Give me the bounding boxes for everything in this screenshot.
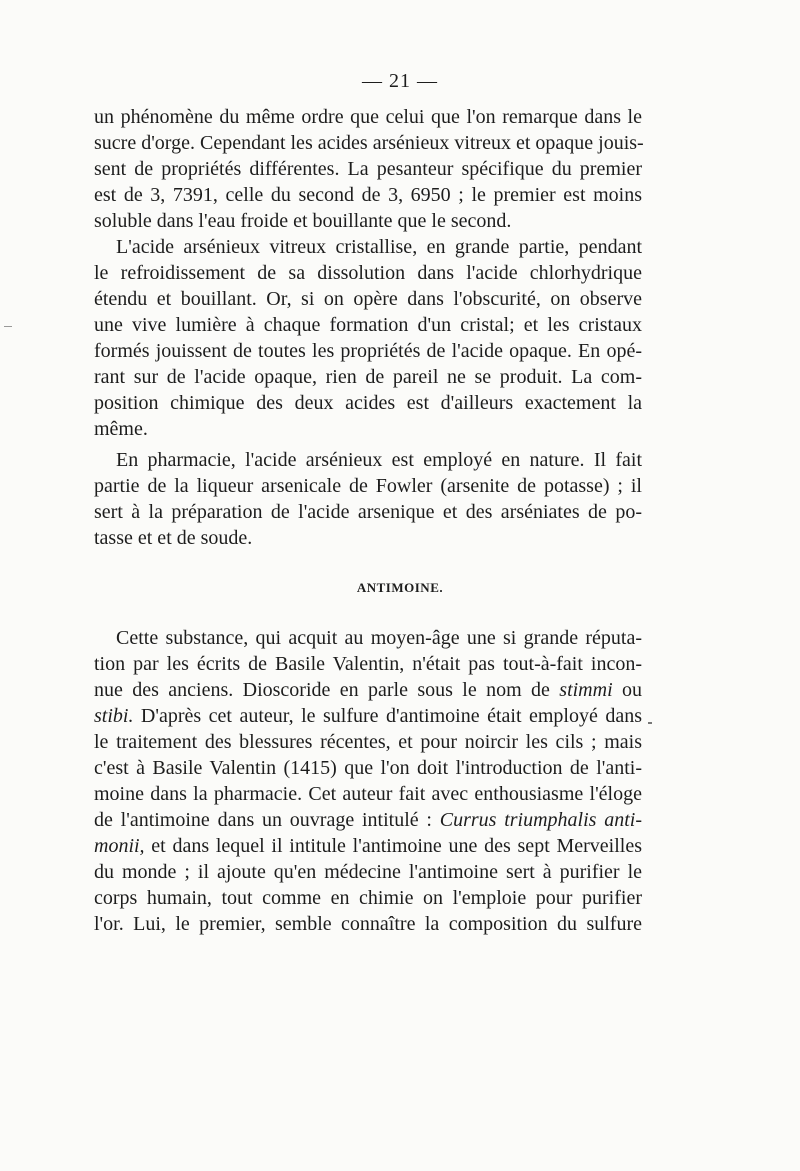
text-line: moine dans la pharmacie. Cet auteur fait avec enthousiasme l'éloge (94, 783, 642, 805)
text-line: étendu et bouillant. Or, si on opère dans l'obscurité, on observe (94, 288, 642, 310)
paragraph-block-2 (94, 447, 642, 551)
text-line (94, 703, 642, 729)
text-line: l'or. Lui, le premier, semble connaître la composition du sulfure (94, 913, 642, 935)
text-line: formés jouissent de toutes les propriétés de l'acide opaque. En opé- (94, 340, 642, 362)
section-heading: ANTIMOINE. (356, 580, 444, 595)
margin-mark (648, 722, 652, 724)
text-fragment: nue des anciens. Dioscoride en parle sous le nom de (94, 679, 560, 701)
margin-mark (4, 326, 12, 327)
text-line: un phénomène du même ordre que celui que l'on remarque dans le (94, 106, 642, 128)
text-line: sent de propriétés différentes. La pesanteur spécifique du premier (94, 158, 642, 180)
text-line: rant sur de l'acide opaque, rien de pareil ne se produit. La com- (94, 366, 642, 388)
text-line: sert à la préparation de l'acide arsenique et des arséniates de po- (94, 501, 642, 523)
italic-title: monii, (94, 835, 145, 857)
text-fragment: et dans lequel il intitule l'antimoine une des sept Merveilles (144, 835, 642, 857)
text-line: partie de la liqueur arsenicale de Fowler (arsenite de potasse) ; il (94, 475, 642, 497)
text-fragment: D'après cet auteur, le sulfure d'antimoine était employé dans (133, 705, 642, 727)
text-fragment: de l'antimoine dans un ouvrage intitulé : (94, 809, 440, 831)
text-line: tasse et et de soude. (94, 527, 253, 549)
text-line (94, 833, 642, 859)
text-line: le refroidissement de sa dissolution dans l'acide chlorhydrique (94, 262, 642, 284)
italic-title: Currus triumphalis anti- (439, 809, 643, 831)
text-line: est de 3, 7391, celle du second de 3, 6950 ; le premier est moins (94, 184, 642, 206)
text-line: le traitement des blessures récentes, et pour noircir les cils ; mais (94, 731, 642, 753)
paragraph-block-1 (94, 104, 642, 442)
text-line: une vive lumière à chaque formation d'un cristal; et les cristaux (94, 314, 642, 336)
italic-term: stimmi (559, 679, 613, 701)
text-line: sucre d'orge. Cependant les acides arsénieux vitreux et opaque jouis- (94, 132, 644, 154)
italic-term: stibi. (94, 705, 134, 727)
text-line (94, 677, 642, 703)
paragraph-block-3 (94, 625, 642, 937)
text-line: L'acide arsénieux vitreux cristallise, en grande partie, pendant (116, 236, 642, 258)
text-fragment: ou (612, 679, 642, 701)
text-line: tion par les écrits de Basile Valentin, n'était pas tout-à-fait incon- (94, 653, 642, 675)
page-number: — 21 — (362, 70, 438, 92)
text-line: corps humain, tout comme en chimie on l'emploie pour purifier (94, 887, 642, 909)
text-line: Cette substance, qui acquit au moyen-âge une si grande réputa- (116, 627, 642, 649)
text-line: position chimique des deux acides est d'ailleurs exactement la (94, 392, 642, 414)
text-line: du monde ; il ajoute qu'en médecine l'antimoine sert à purifier le (94, 861, 642, 883)
text-line: soluble dans l'eau froide et bouillante que le second. (94, 210, 512, 232)
text-line: même. (94, 418, 148, 440)
text-line (94, 807, 642, 833)
text-line: En pharmacie, l'acide arsénieux est employé en nature. Il fait (116, 449, 642, 471)
text-line: c'est à Basile Valentin (1415) que l'on doit l'introduction de l'anti- (94, 757, 642, 779)
